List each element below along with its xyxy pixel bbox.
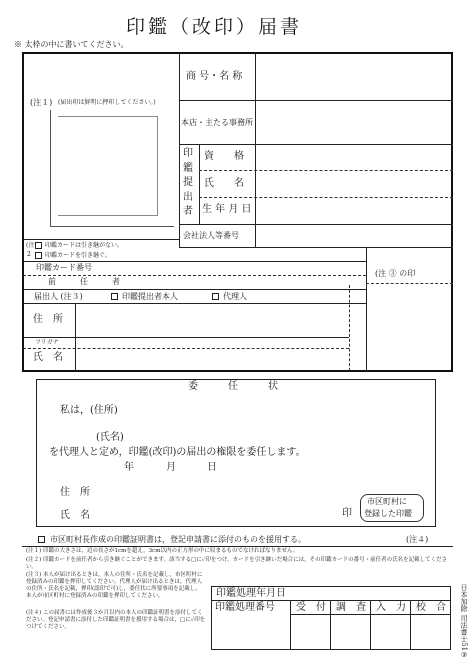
- furigana-field[interactable]: [77, 338, 348, 348]
- divider: [199, 144, 200, 224]
- divider: [366, 283, 453, 284]
- card-not-continue-label: 印鑑カードは引き継がない。: [45, 242, 124, 249]
- date-of-birth-field[interactable]: [257, 199, 451, 223]
- note1-label: (注１): [30, 98, 53, 107]
- company-name-label: 商 号・名 称: [186, 71, 243, 82]
- note-4: (注４) この届書には作成後３か月以内の本人の印鑑証明書を添付してください。登記申請書に添付した印鑑証明書を援用する場合は，□に✓印をつけてください。: [26, 610, 206, 630]
- qualification-field[interactable]: [257, 146, 451, 169]
- address-label: 住 所: [33, 314, 63, 325]
- seal-guide-square: [58, 116, 158, 216]
- name-field[interactable]: [77, 350, 348, 370]
- delegation-year: 年: [124, 462, 134, 473]
- col-review: 調 査: [336, 602, 366, 613]
- delegation-line3: を代理人と定め，印鑑(改印)の届出の権限を委任します。: [49, 447, 306, 458]
- divider: [179, 144, 453, 145]
- divider: [22, 546, 453, 547]
- applicant-agent-label: 代理人: [223, 292, 247, 301]
- city-seal-line1: 市区町村に: [367, 497, 407, 506]
- city-seal-line2: 登録した印鑑: [364, 509, 412, 518]
- delegation-seal-mark: 印: [342, 508, 352, 519]
- company-name-field[interactable]: [257, 55, 451, 99]
- divider: [179, 247, 453, 248]
- col-input: 入 力: [376, 602, 406, 613]
- applicant-row-label: 届出人 (注３): [34, 292, 83, 301]
- applicant-group-label: 印 鑑 提 出 者: [183, 148, 193, 217]
- divider: [370, 600, 371, 650]
- card-number-label: 印鑑カード番号: [36, 263, 92, 272]
- divider: [199, 197, 453, 198]
- col-reception: 受 付: [296, 602, 326, 613]
- divider: [179, 53, 180, 247]
- divider: [179, 100, 453, 101]
- certificate-note: (注４): [406, 535, 429, 544]
- processing-year-label: 印鑑処理年月日: [216, 588, 286, 599]
- card-number-field[interactable]: [125, 262, 365, 274]
- processing-date-field[interactable]: [300, 587, 450, 599]
- corp-number-field[interactable]: [257, 226, 451, 246]
- delegation-title: 委 任 状: [188, 381, 278, 392]
- office-address-field[interactable]: [257, 102, 451, 143]
- office-label: 本店・主たる事務所: [181, 118, 253, 127]
- card-not-continue-checkbox[interactable]: [35, 242, 42, 249]
- note-1: (注１) 印鑑の大きさは，辺の長さが1cmを超え，3cm以内の正方形の中に収まるものでなければなりません。: [26, 548, 299, 554]
- divider: [349, 285, 350, 371]
- divider: [23, 239, 179, 240]
- note-3: (注３) 本人が届け出るときは，本人の住所・氏名を記載し，市区町村に登録済みの印鑑を押印してください。代理人が届け出るときは，代理人の住所・氏名を記載，押印(認印で可)し，委任状に所要事項を記載し，本人が市区町村に登録済みの印鑑を押印してください。: [26, 572, 203, 599]
- processing-number-label: 印鑑処理番号: [215, 602, 275, 613]
- name-label: 氏 名: [33, 352, 63, 363]
- note1-instruction: (届出印は鮮明に押印してください。): [58, 99, 156, 106]
- card-continue-label: 印鑑カードを引き継ぐ。: [45, 252, 111, 259]
- divider: [23, 289, 366, 290]
- note3-stamp-label: (注 ③ の印: [375, 269, 416, 278]
- divider: [211, 600, 451, 601]
- divider: [179, 224, 453, 225]
- col-collation: 校 合: [416, 602, 446, 613]
- certificate-text: 市区町村長作成の印鑑証明書は，登記申請書に添付のものを援用する。: [50, 535, 306, 544]
- furigana-label: フリガナ: [35, 339, 59, 346]
- delegation-day: 日: [207, 462, 217, 473]
- divider: [255, 53, 256, 247]
- applicant-self-label: 印鑑提出者本人: [122, 292, 178, 301]
- divider: [290, 600, 291, 650]
- note2-number: 2: [27, 251, 31, 258]
- certificate-checkbox[interactable]: [38, 536, 45, 543]
- delegation-line2: (氏名): [96, 432, 124, 443]
- address-field[interactable]: [77, 305, 348, 336]
- applicant-name-label: 氏 名: [204, 178, 244, 189]
- applicant-self-checkbox[interactable]: [111, 293, 118, 300]
- qualification-label: 資 格: [204, 151, 244, 162]
- divider: [330, 600, 331, 650]
- applicant-agent-checkbox[interactable]: [212, 293, 219, 300]
- card-continue-checkbox[interactable]: [35, 252, 42, 259]
- instruction-note: ※ 太枠の中に書いてください。: [14, 40, 129, 49]
- divider: [199, 170, 453, 171]
- corp-number-label: 会社法人等番号: [183, 231, 239, 240]
- publisher-side-mark: 日本加除 司法書士51③: [460, 584, 468, 660]
- applicant-name-field[interactable]: [257, 172, 451, 196]
- divider: [23, 348, 349, 349]
- divider: [366, 247, 367, 371]
- date-of-birth-label: 生 年 月 日: [202, 204, 252, 215]
- note2-mark: (注: [26, 242, 35, 249]
- delegation-name-label: 氏 名: [60, 510, 90, 521]
- processing-number-field[interactable]: [212, 616, 289, 649]
- divider: [410, 600, 411, 650]
- delegation-line1: 私は，(住所): [60, 405, 118, 416]
- delegation-month: 月: [166, 462, 176, 473]
- delegation-address-label: 住 所: [60, 487, 90, 498]
- page-title: 印鑑（改印）届書: [126, 16, 303, 38]
- predecessor-label: 前 任 者: [48, 277, 120, 286]
- note-2: (注２) 印鑑カードを前任者から引き継ぐことができます。該当する□に✓印をつけ，カードを引き継いだ場合には，その印鑑カードの番号・前任者の氏名を記載してください。: [26, 557, 448, 570]
- note3-stamp-area[interactable]: [368, 285, 451, 369]
- predecessor-field[interactable]: [125, 276, 365, 288]
